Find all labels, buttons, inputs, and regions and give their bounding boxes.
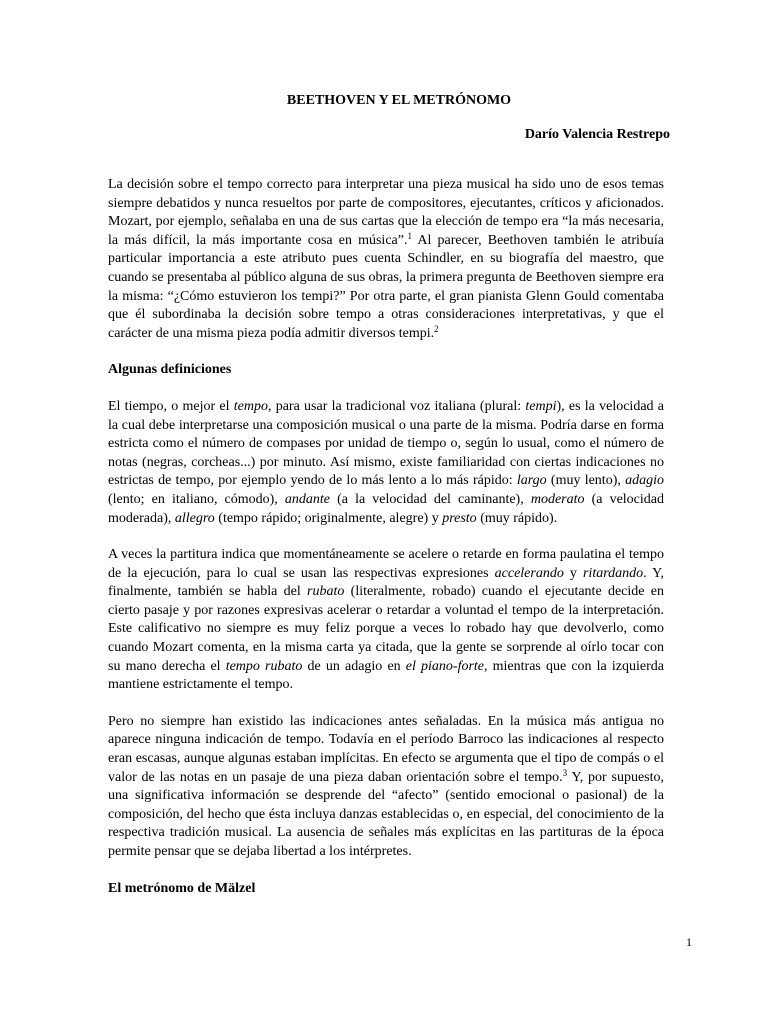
text-run: ), es la velocidad a la cual debe interpretarse una composición musical o una parte de la misma. Podría darse en forma estricta como el número de compases por unidad de tiempo o, según lo usual, como el número de notas (negras, corcheas...) por minuto. Así mismo, existe familiaridad con ciertas indicaciones no estrictas de tempo, por ejemplo yendo de lo más lento a lo más rápido: — [108, 398, 664, 489]
paragraph-history — [108, 713, 664, 862]
paragraph-definitions — [108, 398, 664, 528]
italic-term: tempi — [525, 398, 557, 414]
paragraph-rubato — [108, 546, 664, 695]
footnote-ref-1[interactable]: 1 — [407, 230, 412, 241]
text-run: Pero no siempre han existido las indicaciones antes señaladas. En la música más antigua no aparece ninguna indicación de tempo. Todavía en el período Barroco las indicaciones al respecto eran escasas, aunque algunas estaban implícitas. En efecto se argumenta que el tipo de compás o el valor de las notas en un pasaje de una pieza daban orientación sobre el tempo. — [108, 713, 664, 785]
section-heading-definitions: Algunas definiciones — [108, 362, 232, 378]
footnote-ref-3[interactable]: 3 — [562, 767, 568, 778]
author-name: Darío Valencia Restrepo — [524, 127, 670, 142]
text-run: Y, por supuesto, una significativa información se desprende del “afecto” (sentido emocional o pasional) de la composición, del hecho que ésta incluya danzas establecidas o, en especial, del conocimiento de la respectiva tradición musical. La ausencia de señales más explícitas en las partituras de la época permite pensar que se dejaba libertad a los intérpretes. — [108, 769, 664, 859]
italic-term: tempo rubato — [225, 658, 303, 674]
paragraph-intro — [108, 176, 664, 343]
text-run: (tempo rápido; originalmente, alegre) y — [214, 510, 443, 526]
document-body — [108, 176, 664, 916]
document-title: BEETHOVEN Y EL METRÓNOMO — [286, 93, 512, 108]
italic-term: accelerando — [494, 565, 564, 581]
text-run: Al parecer, Beethoven también le atribuía particular importancia a este atributo pues cuenta Schindler, en su biografía del maestro, que cuando se presentaba al público alguna de sus obras, la primera pregunta de Beethoven siempre era la misma: “¿Cómo estuvieron los tempi?” Por otra parte, el gran pianista Glenn Gould comentaba que él subordinaba la decisión sobre tempo a otras consideraciones interpretativas, y que el carácter de una misma pieza podía admitir diversos tempi. — [108, 232, 664, 341]
text-run: (muy rápido). — [476, 510, 558, 526]
italic-term: moderato — [530, 491, 585, 507]
italic-term: ritardando — [582, 565, 644, 581]
italic-term: rubato — [307, 584, 345, 600]
text-run: El tiempo, o mejor el — [108, 398, 234, 414]
text-run: y — [563, 565, 583, 581]
text-run: (lento; en italiano, cómodo), — [108, 491, 285, 507]
text-run: A veces la partitura indica que momentáneamente se acelere o retarde en forma paulatina el tempo de la ejecución, para lo cual se usan las respectivas expresiones — [108, 547, 664, 581]
italic-term: presto — [442, 510, 477, 526]
italic-term: adagio — [625, 473, 664, 489]
italic-term: largo — [516, 473, 547, 489]
footnote-ref-2[interactable]: 2 — [434, 323, 439, 334]
italic-term: el piano-forte, — [405, 658, 488, 674]
page-number: 1 — [686, 935, 692, 949]
text-run: (muy lento), — [546, 473, 626, 489]
italic-term: andante — [284, 491, 331, 507]
text-run: (a velocidad moderada), — [108, 491, 664, 526]
section-heading-metronome: El metrónomo de Mälzel — [108, 880, 256, 896]
text-run: (literalmente, robado) cuando el ejecutante decide en cierto pasaje y por razones expresivas acelerar o retardar a voluntad el tempo de la interpretación. Este calificativo no siempre es muy feliz porque a veces lo robado hay que devolverlo, como cuando Mozart comenta, en la misma carta ya citada, que la gente se sorprende al oírlo tocar con su mano derecha el — [108, 584, 664, 674]
italic-term: tempo — [233, 398, 268, 414]
text-run: . Y, finalmente, también se habla del — [108, 565, 664, 600]
text-run: La decisión sobre el tempo correcto para interpretar una pieza musical ha sido uno de esos temas siempre debatidos y nunca resueltos por parte de compositores, ejecutantes, críticos y aficionados. Mozart, por ejemplo, señalaba en una de sus cartas que la elección de tempo era “la más necesaria, la más difícil, la más importante cosa en música”. — [108, 177, 664, 248]
italic-term: allegro — [174, 510, 215, 526]
text-run: , para usar la tradicional voz italiana (plural: — [267, 398, 526, 414]
text-run: mientras que con la izquierda mantiene estrictamente el tempo. — [108, 658, 664, 693]
text-run: (a la velocidad del caminante), — [330, 491, 531, 507]
text-run: de un adagio en — [302, 658, 406, 674]
